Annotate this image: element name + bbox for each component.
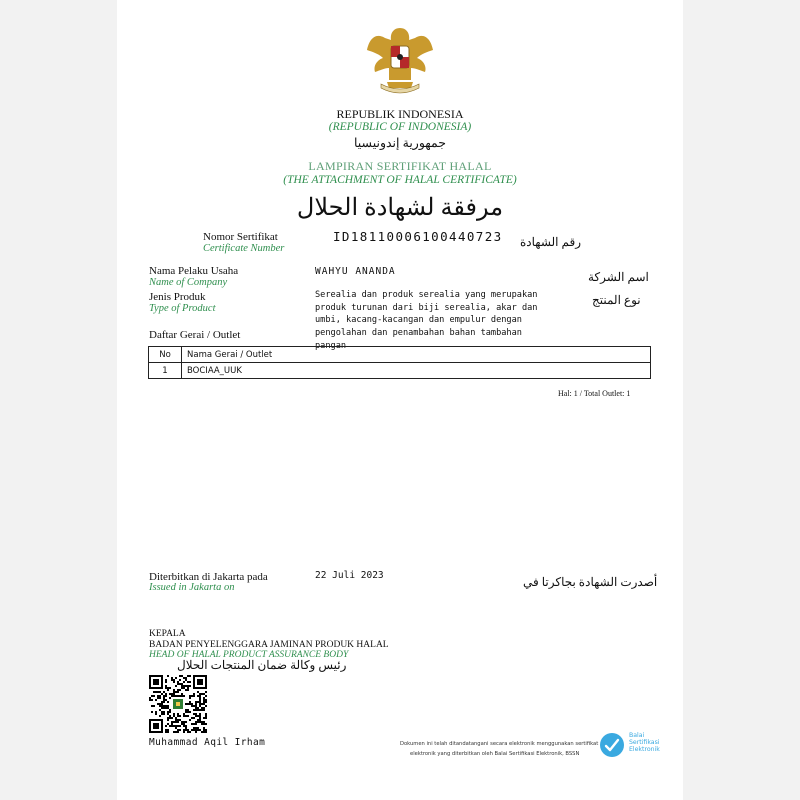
column-header-outlet-name: Nama Gerai / Outlet — [182, 347, 651, 363]
issued-label-en: Issued in Jakarta on — [149, 582, 235, 593]
column-header-no: No — [149, 347, 182, 363]
country-title-en: (REPUBLIC OF INDONESIA) — [328, 121, 472, 133]
doc-title-ar: مرفقة لشهادة الحلال — [296, 195, 504, 221]
product-label-en: Type of Product — [149, 303, 216, 314]
garuda-emblem-icon — [363, 22, 437, 98]
issued-date-value: 22 Juli 2023 — [315, 570, 384, 581]
product-description-line: pangan — [315, 340, 347, 351]
certificate-page — [117, 0, 683, 800]
signatory-title-ar: رئيس وكالة ضمان المنتجات الحلال — [177, 658, 347, 672]
product-description — [315, 289, 537, 353]
company-label-en: Name of Company — [149, 277, 228, 288]
company-label: Nama Pelaku Usaha — [149, 265, 239, 277]
bsre-logo-line: Sertifikasi — [629, 739, 660, 746]
country-title-id: REPUBLIK INDONESIA — [336, 107, 464, 121]
company-label-ar: اسم الشركة — [588, 270, 649, 284]
signatory-title-en: HEAD OF HALAL PRODUCT ASSURANCE BODY — [149, 650, 349, 660]
qr-code-icon — [149, 675, 207, 733]
bsre-logo-icon — [599, 732, 625, 758]
product-label-ar: نوع المنتج — [592, 293, 641, 307]
product-label: Jenis Produk — [149, 291, 206, 303]
footer-note-line-2: elektronik yang diterbitkan oleh Balai Sertifikasi Elektronik, BSSN — [410, 751, 580, 757]
footer-note-line-1: Dokumen ini telah ditandatangani secara elektronik menggunakan sertifikat — [400, 741, 599, 747]
table-row — [149, 363, 651, 379]
certificate-number-label: Nomor Sertifikat — [203, 231, 278, 243]
doc-title-id: LAMPIRAN SERTIFIKAT HALAL — [308, 159, 492, 173]
product-description-line: umbi, kacang-kacangan dan empulur dengan — [315, 315, 522, 326]
product-description-line: Serealia dan produk serealia yang merupakan — [315, 290, 538, 300]
signatory-agency: BADAN PENYELENGGARA JAMINAN PRODUK HALAL — [149, 640, 389, 650]
product-description-line: pengolahan dan penambahan bahan tambahan — [315, 328, 522, 339]
certificate-number-label-ar: رقم الشهادة — [520, 235, 582, 249]
doc-title-en: (THE ATTACHMENT OF HALAL CERTIFICATE) — [283, 174, 517, 186]
bsre-logo-line: Balai — [629, 732, 645, 739]
certificate-number-value: ID18110006100440723 — [333, 229, 503, 244]
signatory-title: KEPALA — [149, 629, 186, 639]
bsre-logo-text — [629, 732, 660, 753]
certificate-number-label-en: Certificate Number — [203, 243, 285, 254]
outlet-name-cell: BOCIAA_UUK — [182, 363, 651, 379]
issued-label: Diterbitkan di Jakarta pada — [149, 571, 268, 583]
outlet-table — [148, 346, 651, 379]
outlet-table-wrap — [148, 346, 651, 379]
company-name-value: WAHYU ANANDA — [315, 266, 396, 277]
outlet-no-cell: 1 — [149, 363, 182, 379]
product-description-line: produk turunan dari biji serealia, akar dan — [315, 302, 538, 313]
bsre-logo-line: Elektronik — [629, 746, 660, 753]
outlet-list-label: Daftar Gerai / Outlet — [149, 329, 241, 341]
outlet-pagination: Hal: 1 / Total Outlet: 1 — [558, 389, 631, 398]
table-header-row — [149, 347, 651, 363]
signatory-name: Muhammad Aqil Irham — [149, 737, 266, 748]
country-title-ar: جمهورية إندونيسيا — [353, 136, 447, 150]
issued-label-ar: أصدرت الشهادة بجاكرتا في — [523, 575, 658, 589]
